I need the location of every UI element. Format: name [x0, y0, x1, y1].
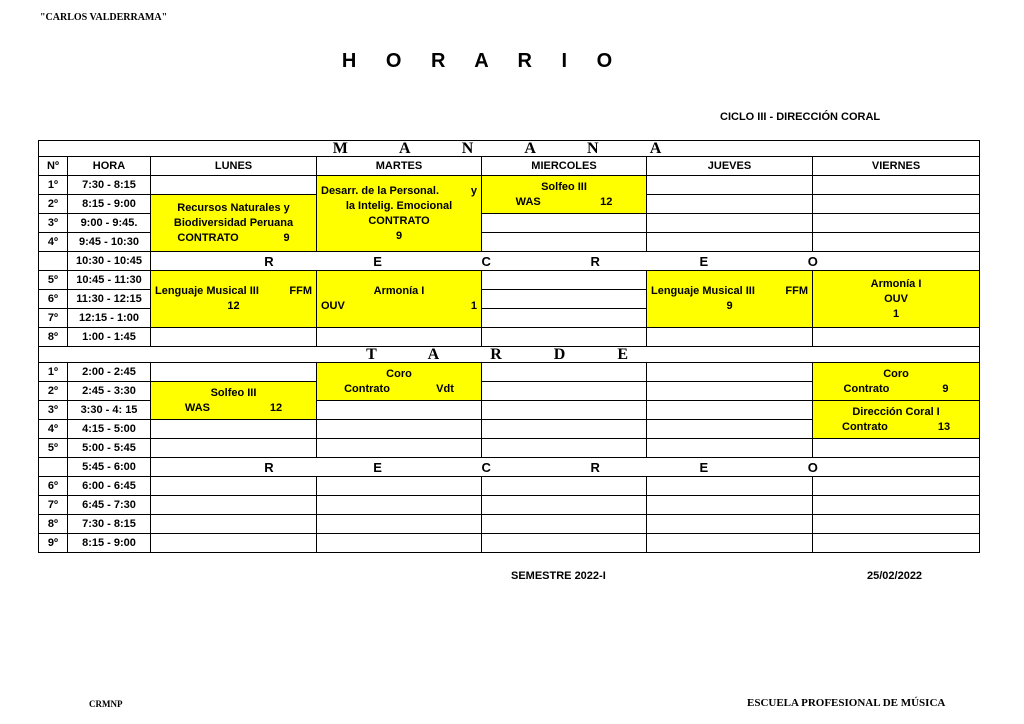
empty-cell — [647, 477, 813, 496]
schedule-table — [38, 140, 980, 553]
course-armonia-viernes: Armonía I OUV 1 — [813, 271, 980, 328]
table-row — [39, 477, 980, 496]
morning-banner: M A N A N A — [39, 141, 980, 157]
empty-cell — [482, 363, 647, 382]
period-number: 4º — [39, 233, 68, 252]
empty-cell — [317, 496, 482, 515]
period-number: 3º — [39, 401, 68, 420]
empty-cell — [647, 496, 813, 515]
empty-cell — [647, 439, 813, 458]
period-time: 7:30 - 8:15 — [68, 176, 151, 195]
empty-cell — [813, 477, 980, 496]
empty-cell — [317, 439, 482, 458]
period-number — [39, 252, 68, 271]
empty-cell — [482, 401, 647, 420]
period-number: 2º — [39, 195, 68, 214]
empty-cell — [482, 290, 647, 309]
period-number: 7º — [39, 309, 68, 328]
date-label: 25/02/2022 — [867, 570, 923, 582]
col-header-number: Nº — [39, 157, 68, 176]
period-time: 5:45 - 6:00 — [68, 458, 151, 477]
table-row — [39, 496, 980, 515]
col-header-lunes: LUNES — [151, 157, 317, 176]
footer-code: CRMNP — [89, 699, 123, 709]
period-number: 1º — [39, 363, 68, 382]
empty-cell — [482, 439, 647, 458]
semester-label: SEMESTRE 2022-I — [511, 570, 606, 582]
period-time: 5:00 - 5:45 — [68, 439, 151, 458]
course-recursos-naturales: Recursos Naturales y Biodiversidad Peruana CONTRATO 9 — [151, 195, 317, 252]
period-time: 8:15 - 9:00 — [68, 534, 151, 553]
empty-cell — [647, 515, 813, 534]
course-lenguaje-musical-jueves: Lenguaje Musical III FFM 9 — [647, 271, 813, 328]
course-coro-martes: Coro Contrato Vdt — [317, 363, 482, 401]
empty-cell — [813, 534, 980, 553]
period-number: 9º — [39, 534, 68, 553]
course-solfeo-lunes: Solfeo III WAS 12 — [151, 382, 317, 420]
table-row — [39, 458, 980, 477]
empty-cell — [647, 214, 813, 233]
col-header-hora: HORA — [68, 157, 151, 176]
empty-cell — [151, 420, 317, 439]
empty-cell — [482, 515, 647, 534]
period-time: 12:15 - 1:00 — [68, 309, 151, 328]
course-solfeo-miercoles: Solfeo III WAS 12 — [482, 176, 647, 214]
empty-cell — [317, 515, 482, 534]
col-header-miercoles: MIERCOLES — [482, 157, 647, 176]
period-time: 2:00 - 2:45 — [68, 363, 151, 382]
table-row — [39, 439, 980, 458]
empty-cell — [813, 233, 980, 252]
empty-cell — [813, 515, 980, 534]
empty-cell — [482, 233, 647, 252]
empty-cell — [151, 515, 317, 534]
table-row — [39, 176, 980, 195]
empty-cell — [317, 420, 482, 439]
empty-cell — [317, 401, 482, 420]
col-header-viernes: VIERNES — [813, 157, 980, 176]
empty-cell — [482, 271, 647, 290]
period-time: 8:15 - 9:00 — [68, 195, 151, 214]
empty-cell — [482, 496, 647, 515]
page-title: H O R A R I O — [341, 50, 625, 72]
course-armonia-martes: Armonía I OUV 1 — [317, 271, 482, 328]
period-time: 9:45 - 10:30 — [68, 233, 151, 252]
period-number: 1º — [39, 176, 68, 195]
period-time: 7:30 - 8:15 — [68, 515, 151, 534]
empty-cell — [813, 176, 980, 195]
empty-cell — [151, 176, 317, 195]
table-row — [39, 515, 980, 534]
empty-cell — [482, 309, 647, 328]
empty-cell — [647, 534, 813, 553]
course-direccion-coral: Dirección Coral I Contrato 13 — [813, 401, 980, 439]
table-row — [39, 252, 980, 271]
empty-cell — [482, 328, 647, 347]
footer-school: ESCUELA PROFESIONAL DE MÚSICA — [747, 697, 946, 709]
empty-cell — [151, 534, 317, 553]
table-row — [39, 328, 980, 347]
period-number: 8º — [39, 515, 68, 534]
empty-cell — [647, 328, 813, 347]
recess-row: R E C R E O — [151, 252, 980, 271]
empty-cell — [647, 176, 813, 195]
empty-cell — [647, 363, 813, 382]
empty-cell — [813, 496, 980, 515]
empty-cell — [647, 195, 813, 214]
school-name: "CARLOS VALDERRAMA" — [40, 12, 168, 23]
cycle-label: CICLO III - DIRECCIÓN CORAL — [720, 111, 881, 123]
table-row — [39, 534, 980, 553]
empty-cell — [151, 496, 317, 515]
empty-cell — [647, 382, 813, 401]
empty-cell — [317, 328, 482, 347]
period-time: 2:45 - 3:30 — [68, 382, 151, 401]
period-number: 5º — [39, 439, 68, 458]
recess-row: R E C R E O — [151, 458, 980, 477]
period-number: 5º — [39, 271, 68, 290]
period-time: 6:00 - 6:45 — [68, 477, 151, 496]
col-header-jueves: JUEVES — [647, 157, 813, 176]
empty-cell — [151, 477, 317, 496]
course-coro-viernes: Coro Contrato 9 — [813, 363, 980, 401]
table-row — [39, 271, 980, 290]
period-time: 11:30 - 12:15 — [68, 290, 151, 309]
empty-cell — [647, 233, 813, 252]
empty-cell — [317, 477, 482, 496]
period-time: 4:15 - 5:00 — [68, 420, 151, 439]
col-header-martes: MARTES — [317, 157, 482, 176]
period-time: 1:00 - 1:45 — [68, 328, 151, 347]
period-number — [39, 458, 68, 477]
period-time: 9:00 - 9:45. — [68, 214, 151, 233]
period-number: 2º — [39, 382, 68, 401]
empty-cell — [813, 195, 980, 214]
table-row — [39, 363, 980, 382]
period-time: 10:30 - 10:45 — [68, 252, 151, 271]
empty-cell — [647, 401, 813, 420]
empty-cell — [482, 382, 647, 401]
empty-cell — [647, 420, 813, 439]
header-row — [39, 157, 980, 176]
empty-cell — [482, 477, 647, 496]
period-number: 6º — [39, 477, 68, 496]
period-time: 10:45 - 11:30 — [68, 271, 151, 290]
empty-cell — [151, 328, 317, 347]
period-time: 3:30 - 4: 15 — [68, 401, 151, 420]
period-number: 3º — [39, 214, 68, 233]
empty-cell — [151, 363, 317, 382]
empty-cell — [317, 534, 482, 553]
period-number: 6º — [39, 290, 68, 309]
course-desarrollo-personal: Desarr. de la Personal. y la Intelig. Emocional CONTRATO 9 — [317, 176, 482, 252]
empty-cell — [813, 439, 980, 458]
afternoon-banner: T A R D E — [39, 347, 980, 363]
empty-cell — [151, 439, 317, 458]
empty-cell — [813, 328, 980, 347]
period-number: 7º — [39, 496, 68, 515]
empty-cell — [482, 214, 647, 233]
period-time: 6:45 - 7:30 — [68, 496, 151, 515]
empty-cell — [482, 420, 647, 439]
empty-cell — [813, 214, 980, 233]
period-number: 4º — [39, 420, 68, 439]
empty-cell — [482, 534, 647, 553]
period-number: 8º — [39, 328, 68, 347]
course-lenguaje-musical-lunes: Lenguaje Musical III FFM 12 — [151, 271, 317, 328]
